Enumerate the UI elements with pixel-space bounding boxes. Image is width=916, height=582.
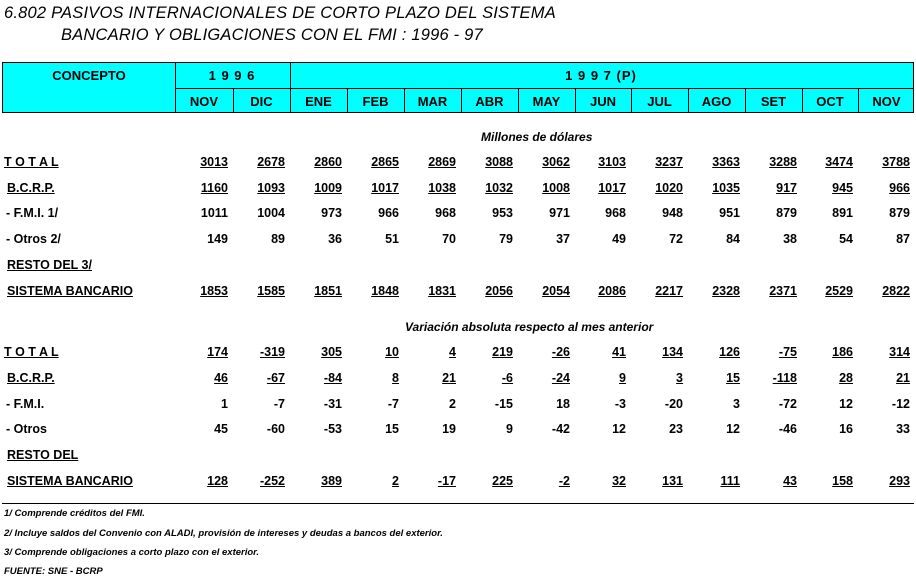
table-cell: 1017 (598, 181, 626, 195)
table-cell: 2865 (371, 155, 399, 169)
row-label: SISTEMA BANCARIO (7, 284, 133, 298)
table-cell: -6 (501, 371, 513, 385)
month-header: DIC (250, 94, 273, 109)
table-cell: 37 (556, 232, 570, 246)
table-cell: -60 (266, 422, 285, 436)
table-cell: 12 (839, 397, 853, 411)
table-cell: -31 (323, 397, 342, 411)
table-cell: 3788 (882, 155, 910, 169)
table-cell: 2822 (882, 284, 910, 298)
table-row (0, 155, 916, 173)
table-cell: 1 (221, 397, 228, 411)
table-cell: 2678 (257, 155, 285, 169)
table-cell: 18 (556, 397, 570, 411)
row-label: RESTO DEL (7, 448, 79, 462)
concept-header: CONCEPTO (52, 68, 126, 83)
table-cell: -26 (551, 345, 570, 359)
bottom-rule (2, 503, 914, 504)
table-cell: 2 (449, 397, 456, 411)
table-cell: -72 (778, 397, 797, 411)
table-cell: 953 (492, 206, 513, 220)
row-label: RESTO DEL 3/ (7, 258, 92, 272)
month-header: JUL (647, 94, 672, 109)
table-cell: 84 (726, 232, 740, 246)
table-cell: 3062 (542, 155, 570, 169)
table-cell: 174 (207, 345, 228, 359)
table-cell: 15 (726, 371, 740, 385)
table-cell: 2371 (769, 284, 797, 298)
month-header: MAR (417, 94, 448, 109)
table-cell: 973 (321, 206, 342, 220)
table-cell: 314 (889, 345, 910, 359)
table-cell: 293 (889, 474, 910, 488)
table-cell: 1831 (428, 284, 456, 298)
row-label: SISTEMA BANCARIO (7, 474, 133, 488)
table-cell: 305 (321, 345, 342, 359)
table-cell: 1585 (257, 284, 285, 298)
table-cell: 15 (385, 422, 399, 436)
table-cell: 32 (612, 474, 626, 488)
row-label: B.C.R.P. (7, 181, 55, 195)
table-row (0, 345, 916, 363)
table-cell: 945 (832, 181, 853, 195)
table-cell: 33 (896, 422, 910, 436)
table-cell: 2529 (825, 284, 853, 298)
month-header: NOV (189, 94, 219, 109)
table-cell: 134 (662, 345, 683, 359)
table-row (0, 232, 916, 250)
table-cell: 3013 (200, 155, 228, 169)
table-cell: 1853 (200, 284, 228, 298)
table-cell: 9 (619, 371, 626, 385)
table-row (0, 181, 916, 199)
table-cell: 225 (492, 474, 513, 488)
table-cell: 2086 (598, 284, 626, 298)
month-header: ENE (305, 94, 332, 109)
table-cell: 3088 (485, 155, 513, 169)
table-cell: 8 (392, 371, 399, 385)
table-cell: 3474 (825, 155, 853, 169)
table-cell: 879 (889, 206, 910, 220)
table-cell: 4 (449, 345, 456, 359)
table-cell: 158 (832, 474, 853, 488)
row-label: T O T A L (4, 345, 59, 359)
table-cell: 21 (896, 371, 910, 385)
table-cell: 1038 (428, 181, 456, 195)
table-cell: 38 (783, 232, 797, 246)
month-header: FEB (362, 94, 389, 109)
table-cell: 3237 (655, 155, 683, 169)
table-cell: 948 (662, 206, 683, 220)
table-cell: -7 (273, 397, 285, 411)
row-label: T O T A L (4, 155, 59, 169)
table-cell: 21 (442, 371, 456, 385)
table-cell: 3103 (598, 155, 626, 169)
table-cell: 41 (612, 345, 626, 359)
table-cell: 891 (832, 206, 853, 220)
table-cell: -2 (558, 474, 570, 488)
table-cell: 966 (889, 181, 910, 195)
table-row (0, 397, 916, 415)
table-cell: -42 (551, 422, 570, 436)
table-cell: -75 (778, 345, 797, 359)
table-cell: 2860 (314, 155, 342, 169)
table-header (2, 62, 914, 113)
footnote-1: 1/ Comprende créditos del FMI. (4, 508, 145, 519)
table-cell: 1032 (485, 181, 513, 195)
table-cell: 51 (385, 232, 399, 246)
section-label-millions: Millones de dólares (481, 130, 593, 144)
month-header: SET (760, 94, 787, 109)
table-cell: -3 (614, 397, 626, 411)
table-cell: 2054 (542, 284, 570, 298)
table-cell: 3 (733, 397, 740, 411)
table-cell: 1848 (371, 284, 399, 298)
month-header: JUN (589, 94, 616, 109)
table-cell: 2869 (428, 155, 456, 169)
table-cell: 9 (506, 422, 513, 436)
table-cell: -118 (772, 371, 797, 385)
table-cell: -7 (387, 397, 399, 411)
table-cell: 16 (839, 422, 853, 436)
table-cell: 186 (832, 345, 853, 359)
table-cell: 87 (896, 232, 910, 246)
table-cell: 12 (612, 422, 626, 436)
table-cell: -53 (323, 422, 342, 436)
table-cell: 3 (676, 371, 683, 385)
table-cell: -12 (891, 397, 910, 411)
table-row (0, 258, 916, 276)
table-cell: -319 (259, 345, 285, 359)
table-cell: -17 (437, 474, 456, 488)
table-cell: 3363 (712, 155, 740, 169)
table-cell: -84 (323, 371, 342, 385)
table-cell: 966 (378, 206, 399, 220)
table-cell: 2056 (485, 284, 513, 298)
footnote-source: FUENTE: SNE - BCRP (4, 566, 103, 577)
month-header: NOV (872, 94, 901, 109)
table-cell: 12 (726, 422, 740, 436)
table-cell: 36 (328, 232, 342, 246)
table-cell: 2 (392, 474, 399, 488)
table-cell: 19 (442, 422, 456, 436)
table-cell: 968 (605, 206, 626, 220)
table-cell: 1008 (542, 181, 570, 195)
row-label: - Otros (6, 422, 47, 436)
footnote-2: 2/ Incluye saldos del Convenio con ALADI, provisión de intereses y deudas a bancos del exterior. (4, 528, 443, 539)
table-cell: 968 (435, 206, 456, 220)
table-cell: 1160 (200, 181, 228, 195)
table-row (0, 284, 916, 302)
table-row (0, 371, 916, 389)
table-cell: 1093 (257, 181, 285, 195)
table-cell: 2217 (655, 284, 683, 298)
row-label: - F.M.I. 1/ (6, 206, 59, 220)
row-label: B.C.R.P. (7, 371, 55, 385)
table-cell: 879 (776, 206, 797, 220)
row-label: - Otros 2/ (6, 232, 61, 246)
table-cell: 126 (719, 345, 740, 359)
table-cell: 72 (669, 232, 683, 246)
table-cell: 43 (783, 474, 797, 488)
table-cell: 1017 (371, 181, 399, 195)
table-cell: 79 (499, 232, 513, 246)
page-subtitle: BANCARIO Y OBLIGACIONES CON EL FMI : 1996 - 97 (61, 26, 483, 44)
table-cell: 49 (612, 232, 626, 246)
table-cell: 89 (271, 232, 285, 246)
table-cell: -67 (266, 371, 285, 385)
table-cell: 128 (207, 474, 228, 488)
table-row (0, 422, 916, 440)
table-cell: 2328 (712, 284, 740, 298)
table-cell: 70 (442, 232, 456, 246)
table-cell: 3288 (769, 155, 797, 169)
table-cell: 45 (214, 422, 228, 436)
year-1997-header: 1 9 9 7 (P) (565, 68, 637, 83)
table-cell: 1009 (314, 181, 342, 195)
table-cell: 1020 (655, 181, 683, 195)
table-cell: 389 (321, 474, 342, 488)
table-cell: 219 (492, 345, 513, 359)
table-cell: 1035 (712, 181, 740, 195)
table-cell: -46 (778, 422, 797, 436)
table-cell: 1011 (200, 206, 228, 220)
table-row (0, 448, 916, 466)
table-cell: -252 (259, 474, 285, 488)
table-cell: 111 (720, 474, 740, 488)
table-cell: 23 (669, 422, 683, 436)
table-cell: 917 (776, 181, 797, 195)
table-cell: 1851 (314, 284, 342, 298)
table-cell: 951 (719, 206, 740, 220)
table-cell: 46 (214, 371, 228, 385)
table-row (0, 206, 916, 224)
table-cell: 1004 (257, 206, 285, 220)
table-cell: -15 (494, 397, 513, 411)
page-title: 6.802 PASIVOS INTERNACIONALES DE CORTO PLAZO DEL SISTEMA (4, 4, 556, 22)
table-cell: 10 (385, 345, 399, 359)
section-label-variation: Variación absoluta respecto al mes anterior (405, 320, 654, 334)
table-cell: -20 (664, 397, 683, 411)
month-header: AGO (701, 94, 732, 109)
table-cell: 149 (207, 232, 228, 246)
month-header: MAY (532, 94, 561, 109)
month-header: OCT (816, 94, 844, 109)
table-row (0, 474, 916, 492)
footnote-3: 3/ Comprende obligaciones a corto plazo con el exterior. (4, 547, 259, 558)
row-label: - F.M.I. (6, 397, 45, 411)
year-1996-header: 1 9 9 6 (208, 68, 256, 83)
month-header: ABR (475, 94, 504, 109)
table-cell: -24 (551, 371, 570, 385)
table-cell: 28 (839, 371, 853, 385)
table-cell: 54 (839, 232, 853, 246)
table-cell: 971 (549, 206, 570, 220)
table-cell: 131 (662, 474, 683, 488)
